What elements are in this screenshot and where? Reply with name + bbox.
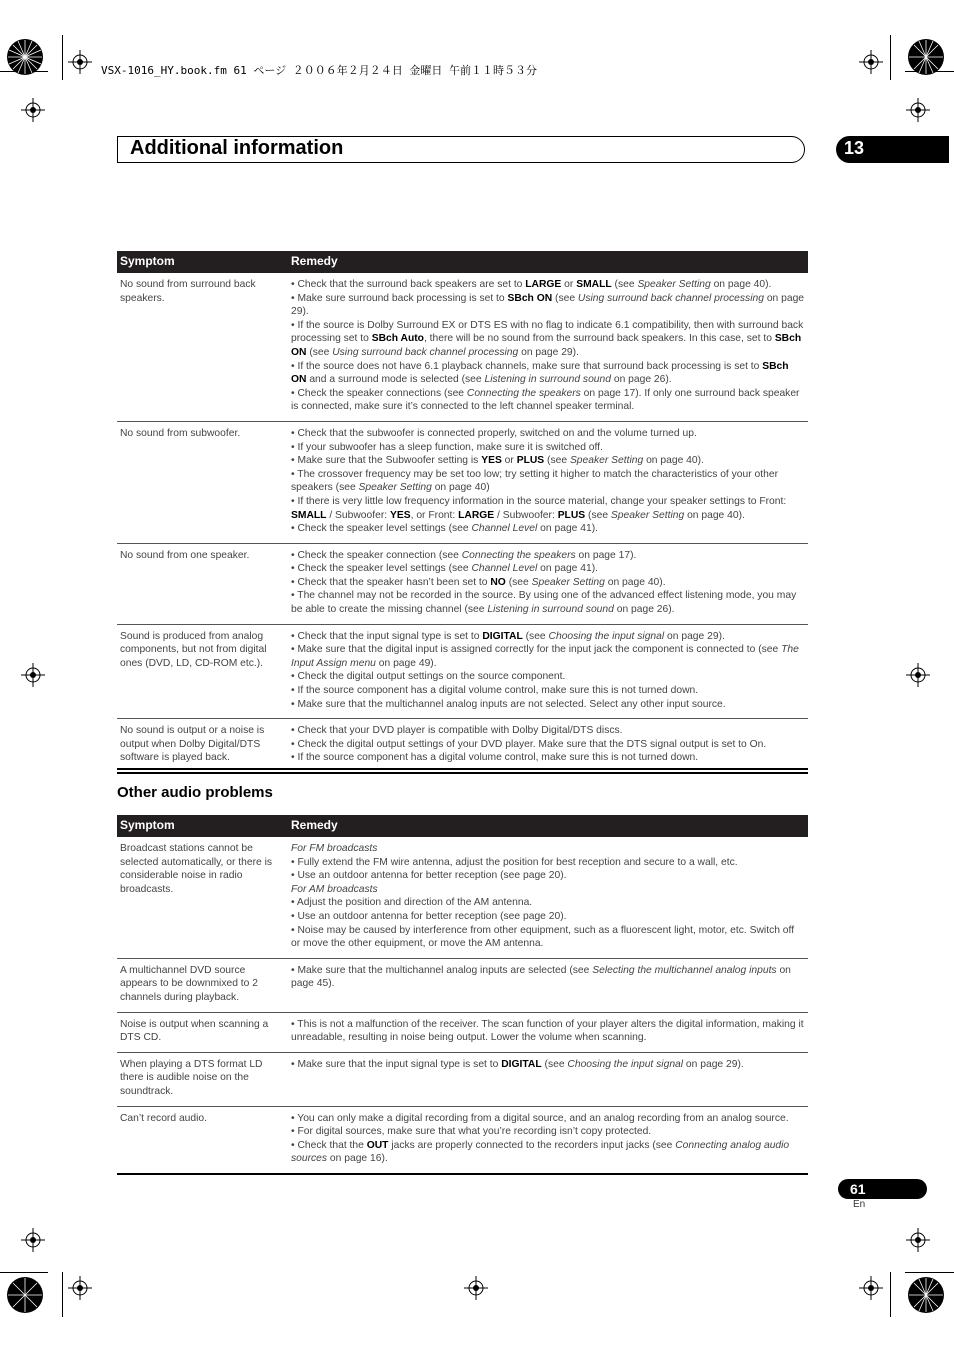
symptom-cell: No sound from surround back speakers. <box>117 273 285 421</box>
symptom-cell: No sound from subwoofer. <box>117 421 285 543</box>
crosshair-registration-icon <box>21 663 45 687</box>
remedy-cell <box>285 273 808 421</box>
starburst-registration-icon <box>6 38 44 76</box>
remedy-item: • Make sure that the Subwoofer setting is YES or PLUS (see Speaker Setting on page 40). <box>291 455 704 467</box>
remedy-item: • If the source component has a digital volume control, make sure this is not turned down. <box>291 752 699 764</box>
remedy-cell <box>285 421 808 543</box>
remedy-item: • Check that the OUT jacks are properly connected to the recorders input jacks (see Connecting analog audio sources on page 16). <box>291 1139 790 1165</box>
crosshair-registration-icon <box>68 50 92 74</box>
crosshair-registration-icon <box>906 663 930 687</box>
remedy-item: • If your subwoofer has a sleep function, make sure it is switched off. <box>291 441 603 453</box>
other-audio-problems-table <box>117 815 808 1175</box>
remedy-item: • If the source component has a digital volume control, make sure this is not turned down. <box>291 685 699 697</box>
chapter-number: 13 <box>844 138 865 158</box>
symptom-cell: When playing a DTS format LD there is audible noise on the soundtrack. <box>117 1052 285 1106</box>
remedy-item: • Check that the speaker hasn’t been set to NO (see Speaker Setting on page 40). <box>291 576 666 588</box>
remedy-item: For AM broadcasts <box>291 883 378 895</box>
table-row <box>117 1052 808 1106</box>
symptom-cell: Noise is output when scanning a DTS CD. <box>117 1012 285 1052</box>
symptom-cell: Can’t record audio. <box>117 1106 285 1174</box>
remedy-item: • Use an outdoor antenna for better reception (see page 20). <box>291 910 567 922</box>
remedy-item: • If the source does not have 6.1 playback channels, make sure that surround back processing is set to SBch ON and a surround mode is selected (see Listening in surround sound on page 26). <box>291 360 789 386</box>
symptom-cell: No sound from one speaker. <box>117 543 285 624</box>
remedy-item: • The crossover frequency may be set too low; try setting it higher to match the characteristics of your other speakers (see Speaker Setting on page 40) <box>291 468 779 494</box>
remedy-cell <box>285 719 808 773</box>
remedy-item: • Noise may be caused by interference from other equipment, such as a fluorescent light, motor, etc. Switch off or move the other equipment, or move the AM antenna. <box>291 924 795 950</box>
remedy-column-header: Remedy <box>285 251 808 273</box>
starburst-registration-icon <box>907 1276 945 1314</box>
table-row <box>117 1106 808 1174</box>
page-language: En <box>853 1199 866 1210</box>
remedy-cell <box>285 958 808 1012</box>
page-number-tab <box>838 1179 927 1199</box>
remedy-item: • Make sure that the digital input is assigned correctly for the input jack the component is connected to (see The Input Assign menu on page 49). <box>291 644 799 669</box>
remedy-item: • If there is very little low frequency information in the source material, change your speaker settings to Front: SMALL / Subwoofer: YES, or Front: LARGE / Subwoofer: PLUS (see Speaker Setting on page 40). <box>291 495 787 521</box>
remedy-item: • Check that your DVD player is compatible with Dolby Digital/DTS discs. <box>291 725 623 737</box>
remedy-item: • You can only make a digital recording from a digital source, and an analog recording from an analog source. <box>291 1112 789 1124</box>
table-header-row <box>117 251 808 273</box>
remedy-cell <box>285 1106 808 1174</box>
chapter-number-tab <box>836 136 949 163</box>
crosshair-registration-icon <box>859 50 883 74</box>
remedy-item: • This is not a malfunction of the receiver. The scan function of your player alters the digital information, making it unreadable, resulting in noise being output. Lower the volume when scanning. <box>291 1018 804 1044</box>
section-title: Other audio problems <box>117 784 273 801</box>
crosshair-registration-icon <box>21 98 45 122</box>
symptom-cell: Sound is produced from analog components, but not from digital ones (DVD, LD, CD-ROM etc.). <box>117 624 285 719</box>
table-row <box>117 624 808 719</box>
remedy-item: For FM broadcasts <box>291 843 378 854</box>
remedy-item: • Check the digital output settings of your DVD player. Make sure that the DTS signal output is set to On. <box>291 738 767 750</box>
remedy-cell <box>285 624 808 719</box>
remedy-cell <box>285 543 808 624</box>
page-number: 61 <box>850 1181 866 1197</box>
remedy-cell <box>285 1012 808 1052</box>
remedy-item: • The channel may not be recorded in the source. By using one of the advanced effect listening mode, you may be able to create the missing channel (see Listening in surround sound on page 26). <box>291 590 797 616</box>
symptom-cell: A multichannel DVD source appears to be downmixed to 2 channels during playback. <box>117 958 285 1012</box>
remedy-item: • Check the speaker connection (see Connecting the speakers on page 17). <box>291 549 637 561</box>
table-header-row <box>117 815 808 837</box>
table-body <box>117 837 808 1174</box>
remedy-item: • Check that the input signal type is set to DIGITAL (see Choosing the input signal on page 29). <box>291 630 725 642</box>
remedy-item: • Use an outdoor antenna for better reception (see page 20). <box>291 870 567 882</box>
remedy-column-header: Remedy <box>285 815 808 837</box>
table-row <box>117 958 808 1012</box>
crosshair-registration-icon <box>906 1228 930 1252</box>
remedy-cell <box>285 1052 808 1106</box>
table-row <box>117 1012 808 1052</box>
remedy-item: • Make sure that the multichannel analog inputs are selected (see Selecting the multichannel analog inputs on page 45). <box>291 964 791 990</box>
starburst-registration-icon <box>6 1276 44 1314</box>
remedy-item: • If the source is Dolby Surround EX or DTS ES with no flag to indicate 6.1 compatibility, then with surround back processing set to SBch Auto, there will be no sound from the surround back speakers. In this case, set to SBch ON (see Using surround back channel processing on page 29). <box>291 319 804 358</box>
table-row <box>117 421 808 543</box>
remedy-item: • For digital sources, make sure that what you’re recording isn’t copy protected. <box>291 1126 652 1138</box>
symptom-cell: No sound is output or a noise is output when Dolby Digital/DTS software is played back. <box>117 719 285 773</box>
crosshair-registration-icon <box>859 1276 883 1300</box>
table-row <box>117 719 808 773</box>
table-row <box>117 273 808 421</box>
symptom-column-header: Symptom <box>117 251 285 273</box>
table-row <box>117 837 808 958</box>
remedy-item: • Check that the subwoofer is connected properly, switched on and the volume turned up. <box>291 427 697 439</box>
remedy-item: • Check the speaker connections (see Connecting the speakers on page 17). If only one surround back speaker is connected, make sure it’s connected to the left channel speaker terminal. <box>291 387 800 413</box>
remedy-cell <box>285 837 808 958</box>
remedy-item: • Adjust the position and direction of the AM antenna. <box>291 897 533 909</box>
symptom-column-header: Symptom <box>117 815 285 837</box>
remedy-item: • Check the speaker level settings (see Channel Level on page 41). <box>291 563 598 575</box>
symptom-cell: Broadcast stations cannot be selected automatically, or there is considerable noise in radio broadcasts. <box>117 837 285 958</box>
remedy-item: • Fully extend the FM wire antenna, adjust the position for best reception and secure to a wall, etc. <box>291 856 738 868</box>
remedy-item: • Make sure that the multichannel analog inputs are not selected. Select any other input source. <box>291 698 726 710</box>
remedy-item: • Make sure surround back processing is set to SBch ON (see Using surround back channel processing on page 29). <box>291 292 805 318</box>
remedy-item: • Check the digital output settings on the source component. <box>291 671 566 683</box>
crosshair-registration-icon <box>464 1276 488 1300</box>
remedy-item: • Check the speaker level settings (see Channel Level on page 41). <box>291 523 598 535</box>
crosshair-registration-icon <box>68 1276 92 1300</box>
file-info-line: VSX-1016_HY.book.fm 61 ページ ２００６年２月２４日 金曜日 午前１１時５３分 <box>101 64 537 77</box>
troubleshooting-table <box>117 251 808 774</box>
remedy-item: • Check that the surround back speakers are set to LARGE or SMALL (see Speaker Setting on page 40). <box>291 279 772 290</box>
page-title: Additional information <box>130 137 344 159</box>
table-row <box>117 543 808 624</box>
starburst-registration-icon <box>907 38 945 76</box>
table-body <box>117 273 808 773</box>
table-bottom-rule <box>117 768 808 770</box>
crosshair-registration-icon <box>906 98 930 122</box>
crosshair-registration-icon <box>21 1228 45 1252</box>
remedy-item: • Make sure that the input signal type is set to DIGITAL (see Choosing the input signal on page 29). <box>291 1058 744 1070</box>
